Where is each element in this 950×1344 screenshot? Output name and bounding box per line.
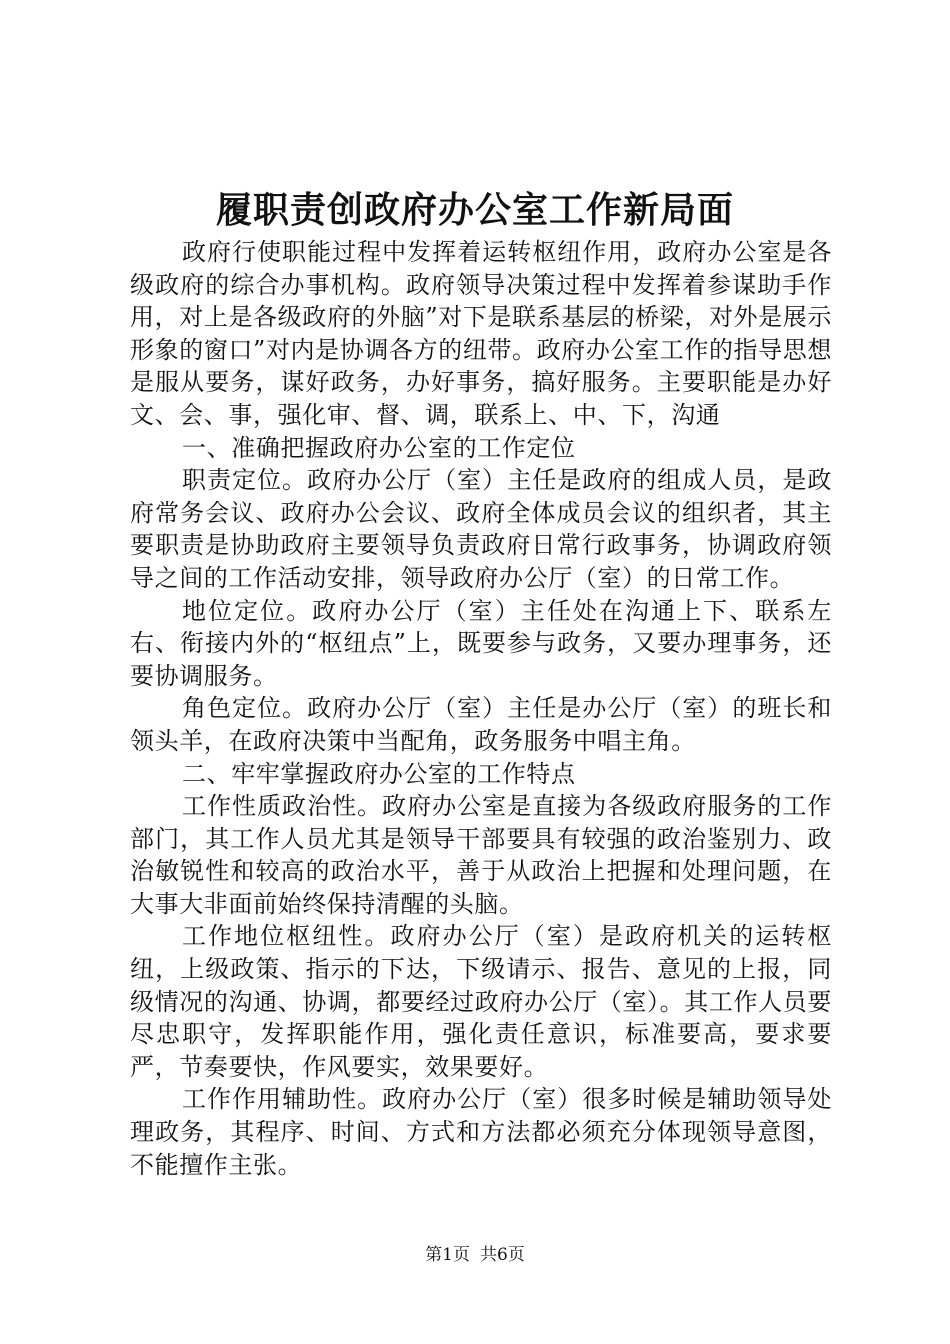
paragraph-political-nature: 工作性质政治性。政府办公室是直接为各级政府服务的工作部门，其工作人员尤其是领导干部要具有较强的政治鉴别力、政治敏锐性和较高的政治水平，善于从政治上把握和处理问题，在大事大非面前始终保持清醒的头脑。 xyxy=(130,792,832,918)
document-body xyxy=(130,236,832,1181)
paragraph-status-position: 地位定位。政府办公厅（室）主任处在沟通上下、联系左右、衔接内外的“枢纽点”上，既要参与政务，又要办理事务，还要协调服务。 xyxy=(130,596,832,690)
page-number: 第1页 xyxy=(425,1245,470,1265)
section-heading-2: 二、牢牢掌握政府办公室的工作特点 xyxy=(182,759,576,788)
paragraph-intro: 政府行使职能过程中发挥着运转枢纽作用，政府办公室是各级政府的综合办事机构。政府领导决策过程中发挥着参谋助手作用，对上是各级政府的外脑”对下是联系基层的桥梁，对外是展示形象的窗口”对内是协调各方的纽带。政府办公室工作的指导思想是服从要务，谋好政务，办好事务，搞好服务。主要职能是办好文、会、事，强化审、督、调，联系上、中、下，沟通 xyxy=(130,238,832,429)
section-heading-1: 一、准确把握政府办公室的工作定位 xyxy=(182,433,576,462)
page-footer xyxy=(0,1244,950,1266)
paragraph-duty-position: 职责定位。政府办公厅（室）主任是政府的组成人员，是政府常务会议、政府办公会议、政府全体成员会议的组织者，其主要职责是协助政府主要领导负责政府日常行政事务，协调政府领导之间的工作活动安排，领导政府办公厅（室）的日常工作。 xyxy=(130,466,832,592)
paragraph-role-position: 角色定位。政府办公厅（室）主任是办公厅（室）的班长和领头羊，在政府决策中当配角，政务服务中唱主角。 xyxy=(130,694,832,755)
paragraph-hub-status: 工作地位枢纽性。政府办公厅（室）是政府机关的运转枢纽，上级政策、指示的下达，下级请示、报告、意见的上报，同级情况的沟通、协调，都要经过政府办公厅（室）。其工作人员要尽忠职守，发挥职能作用，强化责任意识，标准要高，要求要严，节奏要快，作风要实，效果要好。 xyxy=(130,922,832,1081)
page-count: 共6页 xyxy=(480,1245,525,1265)
document-title: 履职责创政府办公室工作新局面 xyxy=(215,189,734,231)
paragraph-auxiliary-role: 工作作用辅助性。政府办公厅（室）很多时候是辅助领导处理政务，其程序、时间、方式和方法都必须充分体现领导意图，不能擅作主张。 xyxy=(130,1085,832,1179)
